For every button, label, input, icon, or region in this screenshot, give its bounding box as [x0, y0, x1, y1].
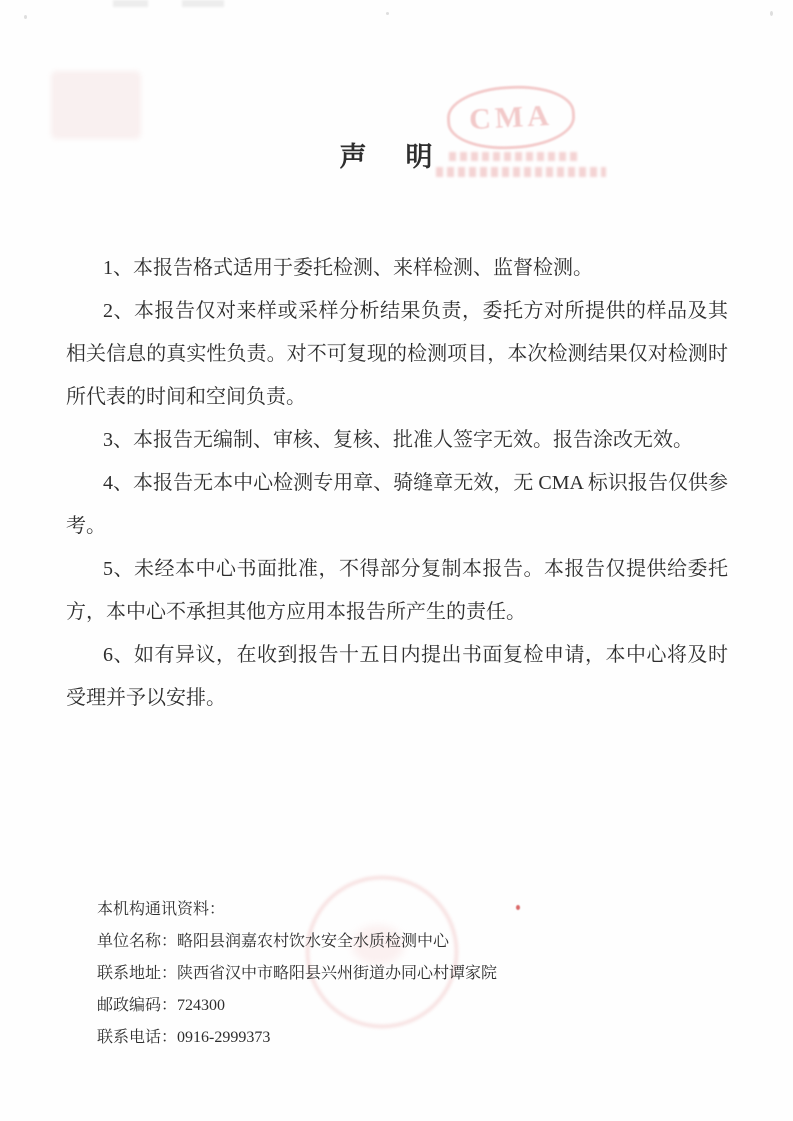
- red-ink-dot: [516, 905, 520, 910]
- statement-item-2: 2、本报告仅对来样或采样分析结果负责，委托方对所提供的样品及其相关信息的真实性负责。对不可复现的检测项目，本次检测结果仅对检测时所代表的时间和空间负责。: [66, 300, 728, 408]
- contact-label: 邮政编码：: [97, 997, 178, 1014]
- contact-row-postcode: [97, 990, 497, 1022]
- statement-item-1: 1、本报告格式适用于委托检测、来样检测、监督检测。: [103, 257, 593, 279]
- contact-info: [97, 894, 497, 1054]
- contact-row-phone: [97, 1022, 497, 1054]
- scan-speck: [386, 12, 389, 15]
- contact-value: 0916-2999373: [177, 1029, 271, 1046]
- contact-value: 略阳县润嘉农村饮水安全水质检测中心: [177, 933, 450, 950]
- contact-value: 陕西省汉中市略阳县兴州街道办同心村谭家院: [177, 965, 498, 982]
- faint-stamp: [52, 72, 140, 138]
- scan-smudge: [182, 0, 224, 7]
- page-title: [0, 135, 772, 174]
- cma-stamp-letters: CMA: [468, 98, 554, 136]
- page-title-char: 声: [339, 142, 367, 172]
- contact-label: 联系地址：: [97, 965, 178, 982]
- statement-item-6: 6、如有异议，在收到报告十五日内提出书面复检申请，本中心将及时受理并予以安排。: [66, 644, 728, 709]
- scan-speck: [770, 11, 773, 16]
- contact-value: 724300: [177, 997, 226, 1014]
- statement-item-3: 3、本报告无编制、审核、复核、批准人签字无效。报告涂改无效。: [103, 429, 693, 451]
- scan-smudge: [113, 0, 148, 7]
- scan-speck: [24, 15, 27, 19]
- statement-body: [66, 247, 728, 720]
- contact-heading: 本机构通讯资料：: [97, 901, 226, 918]
- statement-item-4: 4、本报告无本中心检测专用章、骑缝章无效，无 CMA 标识报告仅供参考。: [66, 472, 728, 537]
- page-title-char: 明: [405, 142, 433, 172]
- contact-label: 单位名称：: [97, 933, 178, 950]
- contact-label: 联系电话：: [97, 1029, 178, 1046]
- contact-row-address: [97, 958, 497, 990]
- contact-row-unit-name: [97, 926, 497, 958]
- statement-item-5: 5、未经本中心书面批准，不得部分复制本报告。本报告仅提供给委托方，本中心不承担其他方应用本报告所产生的责任。: [66, 558, 728, 623]
